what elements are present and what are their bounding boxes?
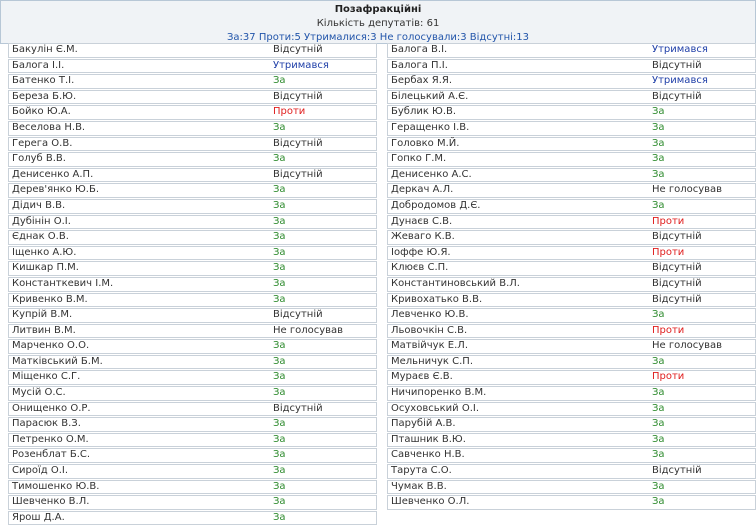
deputy-vote: Утримався (652, 75, 708, 87)
deputy-vote: Проти (652, 215, 685, 227)
deputy-name: Балога В.І. (391, 44, 448, 55)
deputy-vote: Відсутній (273, 137, 323, 149)
deputy-row (387, 324, 756, 339)
deputy-row (8, 324, 377, 339)
deputy-name: Бакулін Є.М. (12, 44, 78, 55)
deputy-vote: Проти (652, 371, 685, 383)
deputy-name: Іоффе Ю.Я. (391, 246, 451, 258)
deputy-list-right (387, 43, 756, 511)
deputy-row (8, 277, 377, 292)
deputy-vote: Відсутній (652, 231, 702, 243)
deputy-name: Ярош Д.А. (12, 511, 65, 523)
deputy-row (8, 370, 377, 385)
deputy-vote: Утримався (652, 44, 708, 55)
deputy-vote: За (273, 496, 286, 508)
deputy-vote: За (273, 355, 286, 367)
deputy-vote: За (273, 121, 286, 133)
deputy-row (387, 495, 756, 510)
deputy-vote: Проти (652, 246, 685, 258)
deputy-row (387, 448, 756, 463)
deputy-vote: За (273, 246, 286, 258)
deputy-vote: Проти (273, 106, 306, 118)
deputy-row (8, 261, 377, 276)
deputy-name: Міщенко С.Г. (12, 371, 81, 383)
deputy-row (8, 183, 377, 198)
deputy-vote: За (652, 168, 665, 180)
deputy-vote: За (652, 480, 665, 492)
deputy-row (8, 90, 377, 105)
deputy-row (8, 74, 377, 89)
deputy-vote: За (652, 137, 665, 149)
deputy-row (8, 339, 377, 354)
deputy-name: Дідич В.В. (12, 199, 66, 211)
deputy-vote: Відсутній (273, 309, 323, 321)
deputy-vote: За (273, 199, 286, 211)
deputy-vote: Відсутній (652, 465, 702, 477)
deputy-row (8, 464, 377, 479)
faction-header (0, 0, 756, 44)
deputy-vote: За (652, 121, 665, 133)
deputy-name: Герега О.В. (12, 137, 73, 149)
deputy-row (8, 495, 377, 510)
deputy-row (387, 137, 756, 152)
deputy-row (387, 308, 756, 323)
deputy-row (387, 152, 756, 167)
deputy-name: Батенко Т.І. (12, 75, 75, 87)
deputy-name: Балога П.І. (391, 59, 448, 71)
deputy-row (387, 215, 756, 230)
deputy-vote: За (652, 496, 665, 508)
deputy-name: Веселова Н.В. (12, 121, 86, 133)
deputy-row (8, 433, 377, 448)
deputy-name: Дерев'янко Ю.Б. (12, 184, 100, 196)
deputy-row (8, 230, 377, 245)
deputy-row (8, 511, 377, 526)
deputy-vote: Відсутній (273, 168, 323, 180)
deputy-name: Клюєв С.П. (391, 262, 449, 274)
deputy-row (8, 215, 377, 230)
deputy-row (8, 152, 377, 167)
deputy-name: Білецький А.Є. (391, 90, 469, 102)
deputy-name: Купрій В.М. (12, 309, 73, 321)
deputy-name: Розенблат Б.С. (12, 449, 91, 461)
deputy-row (387, 293, 756, 308)
deputy-name: Петренко О.М. (12, 433, 89, 445)
deputy-row (8, 199, 377, 214)
vote-summary: За:37 Проти:5 Утрималися:3 Не голосували:3 Відсутні:13 (227, 32, 529, 43)
deputy-name: Бублик Ю.В. (391, 106, 457, 118)
deputy-row (387, 480, 756, 495)
deputy-vote: Проти (652, 324, 685, 336)
deputy-vote: Відсутній (652, 90, 702, 102)
deputy-name: Савченко Н.В. (391, 449, 465, 461)
deputy-row (8, 355, 377, 370)
deputy-vote: Відсутній (652, 277, 702, 289)
deputy-name: Кривохатько В.В. (391, 293, 483, 305)
deputy-name: Деркач А.Л. (391, 184, 454, 196)
deputy-name: Денисенко А.С. (391, 168, 472, 180)
deputy-vote: Не голосував (273, 324, 344, 336)
deputy-row (8, 386, 377, 401)
deputy-row (8, 168, 377, 183)
deputy-name: Онищенко О.Р. (12, 402, 91, 414)
deputy-row (8, 480, 377, 495)
deputy-row (387, 277, 756, 292)
deputy-row (387, 417, 756, 432)
deputy-row (387, 246, 756, 261)
deputy-name: Береза Б.Ю. (12, 90, 77, 102)
deputy-vote: За (273, 465, 286, 477)
deputy-vote: За (652, 449, 665, 461)
deputy-row (387, 90, 756, 105)
deputy-name: Матківський Б.М. (12, 355, 103, 367)
deputy-row (8, 121, 377, 136)
deputy-vote: За (273, 449, 286, 461)
deputy-vote: Відсутній (652, 293, 702, 305)
deputy-row (387, 105, 756, 120)
deputy-name: Парасюк В.З. (12, 418, 81, 430)
deputy-row (387, 183, 756, 198)
deputy-name: Дубінін О.І. (12, 215, 71, 227)
deputy-name: Сироїд О.І. (12, 465, 68, 477)
deputy-vote: За (273, 153, 286, 165)
deputy-row (387, 386, 756, 401)
deputy-name: Жеваго К.В. (391, 231, 455, 243)
deputy-name: Мураєв Є.В. (391, 371, 453, 383)
deputy-row (8, 246, 377, 261)
deputy-name: Ничипоренко В.М. (391, 387, 487, 399)
deputy-vote: Не голосував (652, 340, 723, 352)
deputy-row (8, 402, 377, 417)
deputy-vote: За (273, 75, 286, 87)
deputy-vote: За (652, 418, 665, 430)
deputy-row (387, 464, 756, 479)
deputy-row (8, 137, 377, 152)
deputy-name: Гопко Г.М. (391, 153, 447, 165)
deputy-vote: За (652, 433, 665, 445)
deputy-name: Головко М.Й. (391, 137, 460, 149)
deputy-name: Бербах Я.Я. (391, 75, 453, 87)
deputy-name: Левченко Ю.В. (391, 309, 469, 321)
faction-title: Позафракційні (334, 4, 422, 15)
deputy-vote: За (273, 262, 286, 274)
deputy-vote: Відсутній (273, 402, 323, 414)
deputy-row (387, 199, 756, 214)
deputy-row (8, 105, 377, 120)
deputy-name: Тарута С.О. (391, 465, 452, 477)
deputy-vote: За (273, 418, 286, 430)
deputy-row (387, 168, 756, 183)
deputy-name: Геращенко І.В. (391, 121, 470, 133)
deputy-vote: Відсутній (273, 90, 323, 102)
deputy-vote: Не голосував (652, 184, 723, 196)
deputy-name: Льовочкін С.В. (391, 324, 468, 336)
deputy-row (8, 43, 377, 58)
deputy-name: Константиновський В.Л. (391, 277, 520, 289)
deputy-name: Чумак В.В. (391, 480, 447, 492)
deputy-name: Іщенко А.Ю. (12, 246, 77, 258)
deputy-vote: За (273, 184, 286, 196)
deputy-name: Литвин В.М. (12, 324, 76, 336)
deputy-vote: За (273, 277, 286, 289)
deputy-vote: За (652, 309, 665, 321)
deputy-vote: Відсутній (652, 262, 702, 274)
deputy-row (387, 43, 756, 58)
deputy-vote: Відсутній (273, 44, 323, 55)
deputy-name: Бойко Ю.А. (12, 106, 71, 118)
deputy-name: Кишкар П.М. (12, 262, 79, 274)
deputy-vote: За (273, 340, 286, 352)
deputy-row (8, 293, 377, 308)
deputy-row (387, 121, 756, 136)
deputy-row (387, 370, 756, 385)
deputy-vote: За (273, 231, 286, 243)
deputy-name: Шевченко В.Л. (12, 496, 90, 508)
deputy-vote: За (273, 480, 286, 492)
deputy-name: Єднак О.В. (12, 231, 69, 243)
deputy-vote: За (652, 402, 665, 414)
deputy-vote: За (273, 511, 286, 523)
deputy-vote: За (273, 371, 286, 383)
deputy-row (387, 355, 756, 370)
deputy-name: Голуб В.В. (12, 153, 66, 165)
deputy-name: Кривенко В.М. (12, 293, 88, 305)
deputy-row (387, 402, 756, 417)
deputy-row (387, 74, 756, 89)
deputy-name: Мусій О.С. (12, 387, 66, 399)
deputy-name: Дунаєв С.В. (391, 215, 453, 227)
deputy-name: Денисенко А.П. (12, 168, 94, 180)
deputy-row (387, 261, 756, 276)
deputy-row (8, 308, 377, 323)
deputy-count: Кількість депутатів: 61 (316, 18, 440, 29)
deputy-name: Балога І.І. (12, 59, 65, 71)
deputy-row (387, 433, 756, 448)
deputy-name: Константкевич І.М. (12, 277, 114, 289)
deputy-name: Добродомов Д.Є. (391, 199, 481, 211)
deputy-vote: За (652, 355, 665, 367)
deputy-row (387, 339, 756, 354)
deputy-list-left (8, 43, 377, 526)
deputy-name: Мельничук С.П. (391, 355, 474, 367)
deputy-name: Пташник В.Ю. (391, 433, 466, 445)
deputy-vote: Відсутній (652, 59, 702, 71)
deputy-row (387, 230, 756, 245)
deputy-row (387, 59, 756, 74)
deputy-vote: За (652, 199, 665, 211)
deputy-vote: За (652, 106, 665, 118)
deputy-vote: За (273, 215, 286, 227)
deputy-name: Шевченко О.Л. (391, 496, 470, 508)
deputy-row (8, 59, 377, 74)
deputy-name: Марченко О.О. (12, 340, 90, 352)
deputy-name: Осуховський О.І. (391, 402, 480, 414)
deputy-vote: За (652, 387, 665, 399)
deputy-name: Тимошенко Ю.В. (12, 480, 100, 492)
deputy-name: Матвійчук Е.Л. (391, 340, 468, 352)
deputy-row (8, 448, 377, 463)
deputy-name: Парубій А.В. (391, 418, 456, 430)
deputy-vote: Утримався (273, 59, 329, 71)
deputy-vote: За (652, 153, 665, 165)
deputy-vote: За (273, 433, 286, 445)
deputy-vote: За (273, 293, 286, 305)
deputy-vote: За (273, 387, 286, 399)
deputy-row (8, 417, 377, 432)
